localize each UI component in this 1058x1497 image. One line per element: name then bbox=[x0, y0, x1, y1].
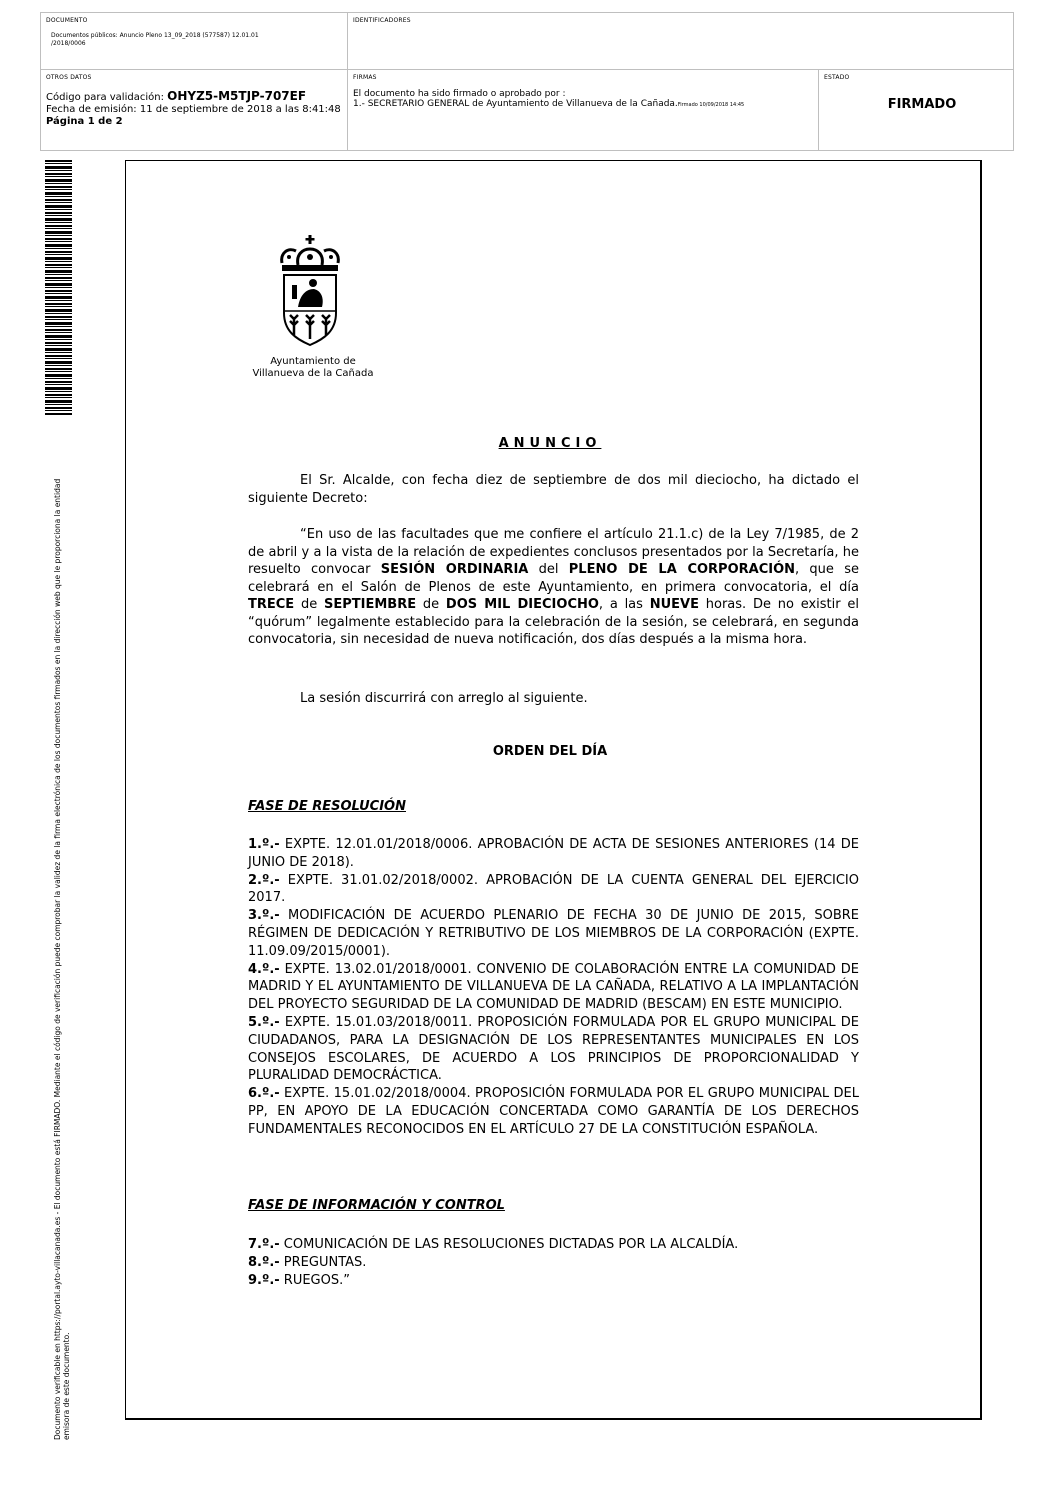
coat-of-arms-logo bbox=[270, 235, 350, 350]
item-number: 9.º.- bbox=[248, 1272, 280, 1288]
item-text: EXPTE. 31.01.02/2018/0002. APROBACIÓN DE LA CUENTA GENERAL DEL EJERCICIO 2017. bbox=[248, 872, 859, 906]
decreto-text-1: “En uso de las facultades que me confiere el artículo 21.1.c) de la Ley 7/1985, de 2 de abril y a la vista de la relación de expedientes conclusos presentados por la Secretaría, he resuelto convocar bbox=[248, 527, 859, 577]
decreto-bold-3: TRECE bbox=[248, 597, 295, 612]
orden-del-dia-heading: ORDEN DEL DÍA bbox=[492, 744, 608, 759]
item-text: MODIFICACIÓN DE ACUERDO PLENARIO DE FECHA 30 DE JUNIO DE 2015, SOBRE RÉGIMEN DE DEDICACIÓN Y RETRIBUTIVO DE LOS MIEMBROS DE LA CORPORACIÓN (EXPTE. 11.09.09/2015/0001). bbox=[248, 908, 859, 959]
firma-fecha: Firmado 10/09/2018 14:45 bbox=[677, 102, 745, 108]
item-number: 8.º.- bbox=[248, 1254, 280, 1270]
otros-datos-label: OTROS DATOS bbox=[46, 74, 92, 81]
logo-caption-line-1: Ayuntamiento de bbox=[270, 356, 356, 367]
identificadores-cell bbox=[347, 12, 1014, 70]
item-text: EXPTE. 15.01.02/2018/0004. PROPOSICIÓN FORMULADA POR EL GRUPO MUNICIPAL DEL PP, EN APOYO DE LA EDUCACIÓN CONCERTADA COMO GARANTÍA DE LOS DERECHOS FUNDAMENTALES RECONOCIDOS EN EL ARTÍCULO 27 DE LA CONSTITUCIÓN ESPAÑOLA. bbox=[248, 1086, 859, 1137]
decreto-bold-6: NUEVE bbox=[649, 597, 699, 612]
firmas-line-1: El documento ha sido firmado o aprobado por : bbox=[353, 89, 566, 99]
agenda-item bbox=[248, 1014, 859, 1085]
item-text: EXPTE. 13.02.01/2018/0001. CONVENIO DE COLABORACIÓN ENTRE LA COMUNIDAD DE MADRID Y EL AYUNTAMIENTO DE VILLANUEVA DE LA CAÑADA, RELATIVO A LA IMPLANTACIÓN DEL PROYECTO SEGURIDAD DE LA COMUNIDAD DE MADRID (BESCAM) EN ESTE MUNICIPIO. bbox=[248, 961, 859, 1013]
documento-cell bbox=[40, 12, 348, 70]
fecha-emision: Fecha de emisión: 11 de septiembre de 2018 a las 8:41:48 bbox=[46, 104, 341, 115]
item-text: RUEGOS.” bbox=[279, 1272, 350, 1288]
decreto-paragraph bbox=[248, 526, 859, 649]
verification-side-text bbox=[53, 430, 93, 1440]
firmante: 1.- SECRETARIO GENERAL de Ayuntamiento de Villanueva de la Cañada. bbox=[353, 99, 678, 109]
barcode bbox=[45, 160, 72, 415]
item-number: 5.º.- bbox=[248, 1014, 280, 1030]
item-text: EXPTE. 15.01.03/2018/0011. PROPOSICIÓN FORMULADA POR EL GRUPO MUNICIPAL DE CIUDADANOS, PARA LA DESIGNACIÓN DE LOS REPRESENTANTES MUNICIPALES EN LOS CONSEJOS ESCOLARES, DE ACUERDO A LOS PRINCIPIOS DE PROPORCIONALIDAD Y PLURALIDAD DEMOCRÁCTICA. bbox=[248, 1014, 859, 1084]
decreto-text-3: , que se celebrará en el Salón de Plenos de este Ayuntamiento, en primera convocatoria, el día bbox=[248, 562, 859, 595]
intro-paragraph: El Sr. Alcalde, con fecha diez de septiembre de dos mil dieciocho, ha dictado el siguiente Decreto: bbox=[248, 473, 859, 506]
logo-caption-line-2: Villanueva de la Cañada bbox=[252, 368, 374, 379]
item-number: 1.º.- bbox=[248, 837, 280, 852]
decreto-text-4: de bbox=[294, 597, 324, 612]
agenda-item bbox=[248, 836, 859, 872]
decreto-bold-5: DOS MIL DIECIOCHO bbox=[445, 597, 599, 612]
estado-value: FIRMADO bbox=[887, 97, 957, 112]
item-text: PREGUNTAS. bbox=[279, 1254, 367, 1270]
logo-caption bbox=[243, 356, 383, 380]
estado-cell bbox=[818, 69, 1014, 151]
documento-label: DOCUMENTO bbox=[46, 17, 88, 24]
agenda-item bbox=[248, 1236, 859, 1254]
decreto-text-7: horas. De no existir el “quórum” legalmente establecido para la celebración de la sesión, se celebrará, en segunda convocatoria, sin necesidad de nueva notificación, dos días después a la misma hora. bbox=[248, 597, 859, 647]
item-number: 3.º.- bbox=[248, 908, 280, 924]
decreto-bold-2: PLENO DE LA CORPORACIÓN bbox=[568, 562, 796, 577]
agenda-item bbox=[248, 872, 859, 908]
item-text: EXPTE. 12.01.01/2018/0006. APROBACIÓN DE ACTA DE SESIONES ANTERIORES (14 DE JUNIO DE 2018). bbox=[248, 837, 859, 870]
firmas-label: FIRMAS bbox=[353, 74, 377, 81]
decreto-text-6: , a las bbox=[598, 597, 650, 612]
informacion-items-list bbox=[248, 1236, 859, 1289]
identificadores-label: IDENTIFICADORES bbox=[353, 17, 411, 24]
item-number: 6.º.- bbox=[248, 1086, 280, 1102]
side-text-line-1: Documento verificable en https://portal.ayto-villacanada.es - El documento está FIRMADO. Mediante el código de verificación puede comprobar la validez de la firma electrónica de los documentos firmados en la dirección web que le proporciona la entidad bbox=[53, 478, 62, 1440]
documento-value: Documentos públicos: Anuncio Pleno 13_09_2018 (577587) 12.01.01 /2018/0006 bbox=[51, 32, 259, 47]
item-number: 4.º.- bbox=[248, 961, 280, 977]
codigo-value[interactable]: OHYZ5-M5TJP-707EF bbox=[167, 89, 307, 103]
agenda-item bbox=[248, 907, 859, 960]
anuncio-title: ANUNCIO bbox=[498, 436, 602, 451]
signature-header bbox=[40, 12, 1014, 151]
sesion-paragraph: La sesión discurrirá con arreglo al siguiente. bbox=[300, 691, 588, 706]
agenda-item bbox=[248, 1085, 859, 1138]
item-number: 2.º.- bbox=[248, 872, 280, 888]
agenda-item bbox=[248, 1272, 859, 1290]
firmas-cell bbox=[347, 69, 819, 151]
firmas-line-2 bbox=[353, 99, 818, 110]
otros-datos-cell bbox=[40, 69, 348, 151]
estado-label: ESTADO bbox=[824, 74, 850, 81]
fase-resolucion-heading: FASE DE RESOLUCIÓN bbox=[248, 799, 406, 814]
decreto-text-5: de bbox=[416, 597, 446, 612]
item-number: 7.º.- bbox=[248, 1237, 280, 1252]
codigo-validacion bbox=[46, 90, 347, 104]
agenda-item bbox=[248, 961, 859, 1014]
decreto-bold-4: SEPTIEMBRE bbox=[324, 597, 417, 612]
document-frame bbox=[125, 160, 982, 1420]
agenda-item bbox=[248, 1254, 859, 1272]
decreto-text-2: del bbox=[528, 562, 569, 577]
fase-informacion-heading: FASE DE INFORMACIÓN Y CONTROL bbox=[248, 1198, 505, 1213]
pagina-indicator: Página 1 de 2 bbox=[46, 116, 123, 127]
decreto-bold-1: SESIÓN ORDINARIA bbox=[380, 562, 529, 577]
side-text-line-2: emisora de este documento. bbox=[62, 1332, 71, 1440]
resolucion-items-list bbox=[248, 836, 859, 1139]
item-text: COMUNICACIÓN DE LAS RESOLUCIONES DICTADAS POR LA ALCALDÍA. bbox=[279, 1237, 739, 1252]
codigo-label: Código para validación: bbox=[46, 92, 164, 103]
